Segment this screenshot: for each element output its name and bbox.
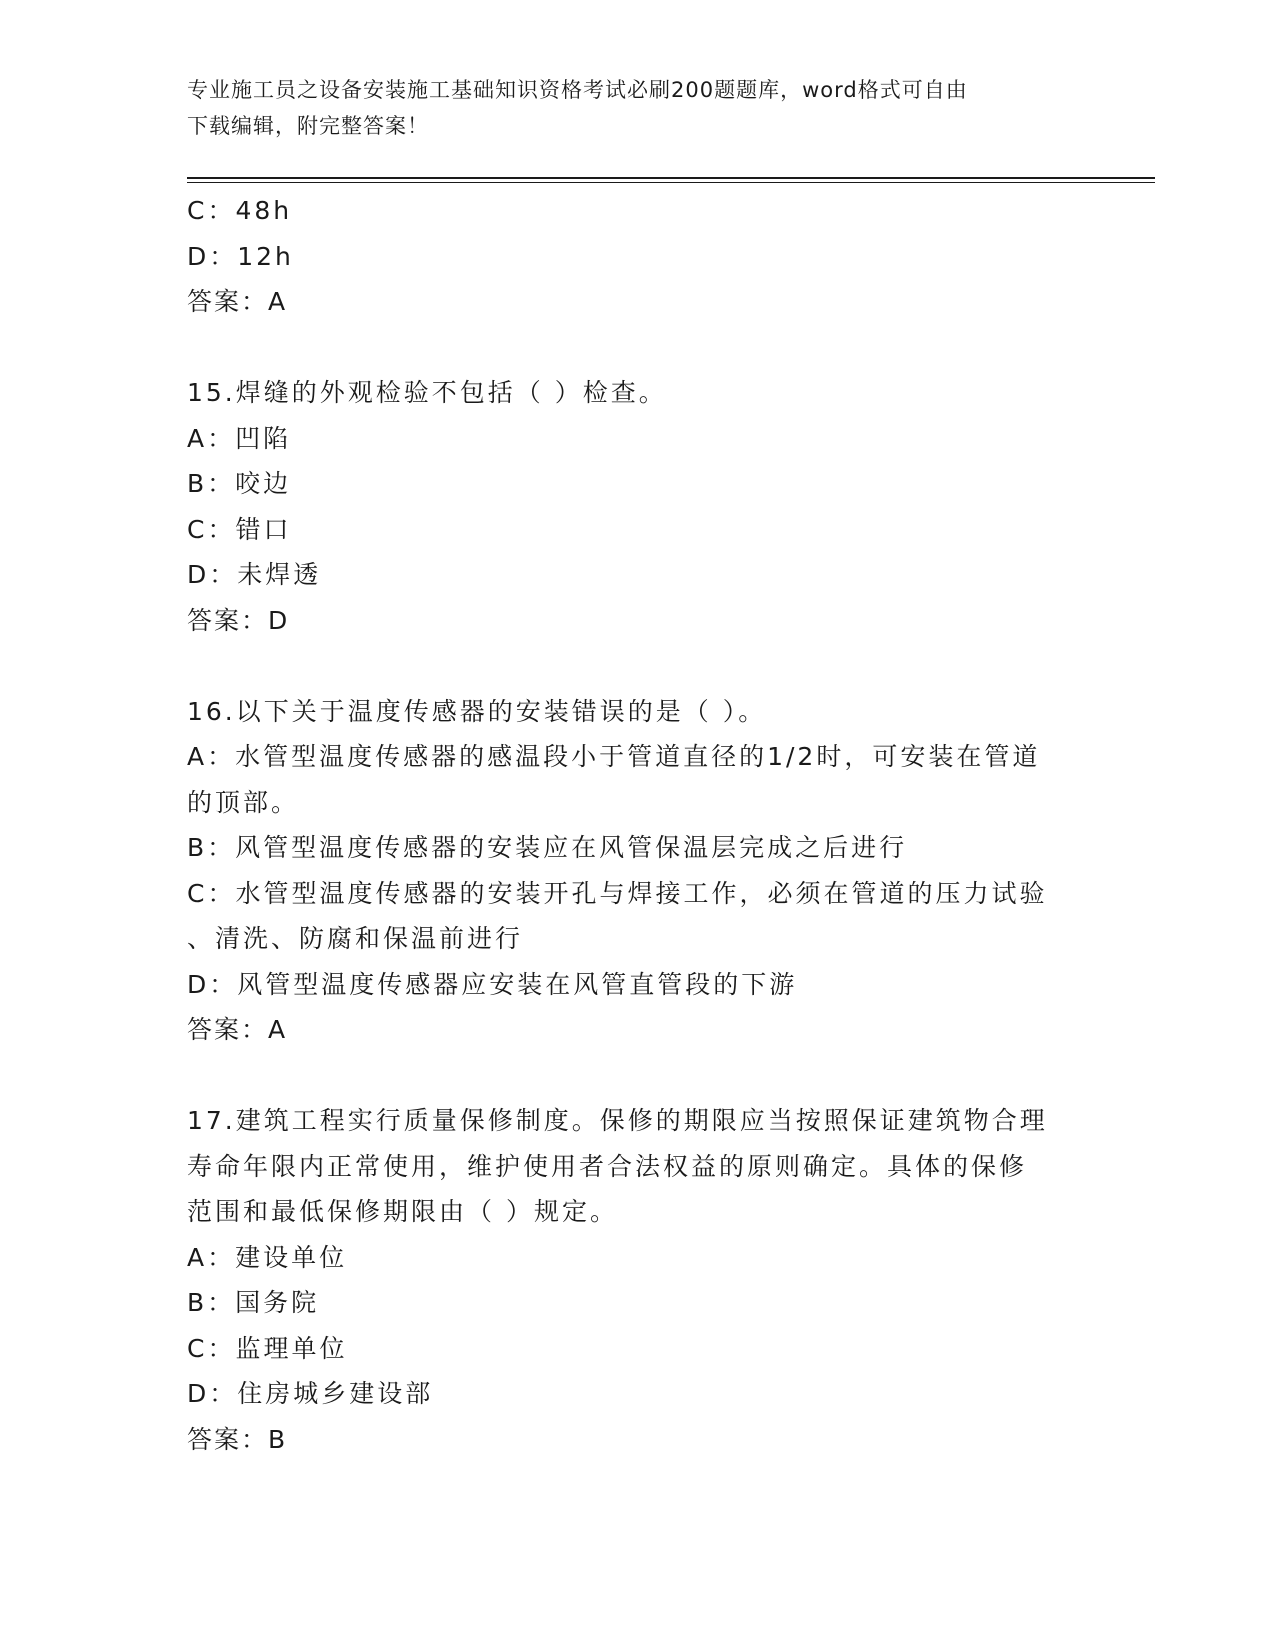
- answer-label: 答案：: [187, 1424, 269, 1454]
- question-block-17: [187, 1098, 1087, 1462]
- option-d: D：未焊透: [187, 560, 322, 589]
- option-d: D：12h: [187, 241, 294, 271]
- answer-value: D: [268, 605, 289, 635]
- option-c-continued: 、清洗、防腐和保温前进行: [187, 924, 524, 953]
- option-a: A：水管型温度传感器的感温段小于管道直径的1/2时，可安装在管道: [187, 742, 1041, 771]
- question-stem-continued: 范围和最低保修期限由（ ）规定。: [187, 1197, 618, 1226]
- question-stem: 15.焊缝的外观检验不包括（ ）检查。: [187, 378, 667, 407]
- option-c: C：水管型温度传感器的安装开孔与焊接工作，必须在管道的压力试验: [187, 878, 1048, 908]
- option-d: D：住房城乡建设部: [187, 1379, 434, 1408]
- document-header: [187, 72, 1067, 144]
- option-b: B：国务院: [187, 1288, 320, 1317]
- answer-value: A: [268, 287, 287, 316]
- option-b: B：风管型温度传感器的安装应在风管保温层完成之后进行: [187, 833, 908, 862]
- answer-label: 答案：: [187, 1015, 269, 1044]
- option-c: C：监理单位: [187, 1333, 348, 1363]
- question-stem: 17.建筑工程实行质量保修制度。保修的期限应当按照保证建筑物合理: [187, 1106, 1048, 1135]
- answer-line: [187, 279, 1087, 325]
- question-stem: 16.以下关于温度传感器的安装错误的是（ ）。: [187, 696, 767, 726]
- option-a: A：建设单位: [187, 1242, 348, 1272]
- question-stem-continued: 寿命年限内正常使用，维护使用者合法权益的原则确定。具体的保修: [187, 1151, 1028, 1181]
- header-line-2: 下载编辑，附完整答案！: [187, 114, 429, 138]
- answer-label: 答案：: [187, 287, 269, 316]
- option-b: B：咬边: [187, 469, 292, 498]
- answer-line: [187, 1417, 1087, 1463]
- answer-line: [187, 598, 1087, 644]
- header-divider-thin: [187, 182, 1155, 183]
- spacer: [187, 643, 1087, 689]
- option-a-continued: 的顶部。: [187, 787, 300, 817]
- answer-value: B: [268, 1424, 287, 1454]
- question-block-14: [187, 188, 1087, 325]
- question-list: [187, 188, 1087, 1462]
- option-d: D：风管型温度传感器应安装在风管直管段的下游: [187, 969, 798, 999]
- question-block-15: [187, 370, 1087, 643]
- spacer: [187, 325, 1087, 371]
- question-block-16: [187, 689, 1087, 1053]
- option-a: A：凹陷: [187, 423, 292, 453]
- answer-value: A: [268, 1015, 287, 1044]
- answer-line: [187, 1007, 1087, 1053]
- spacer: [187, 1053, 1087, 1099]
- header-divider-thick: [187, 177, 1155, 179]
- answer-label: 答案：: [187, 605, 269, 635]
- header-line-1: 专业施工员之设备安装施工基础知识资格考试必刷200题题库，word格式可自由: [187, 78, 968, 102]
- option-c: C：错口: [187, 514, 292, 544]
- option-c: C：48h: [187, 196, 293, 225]
